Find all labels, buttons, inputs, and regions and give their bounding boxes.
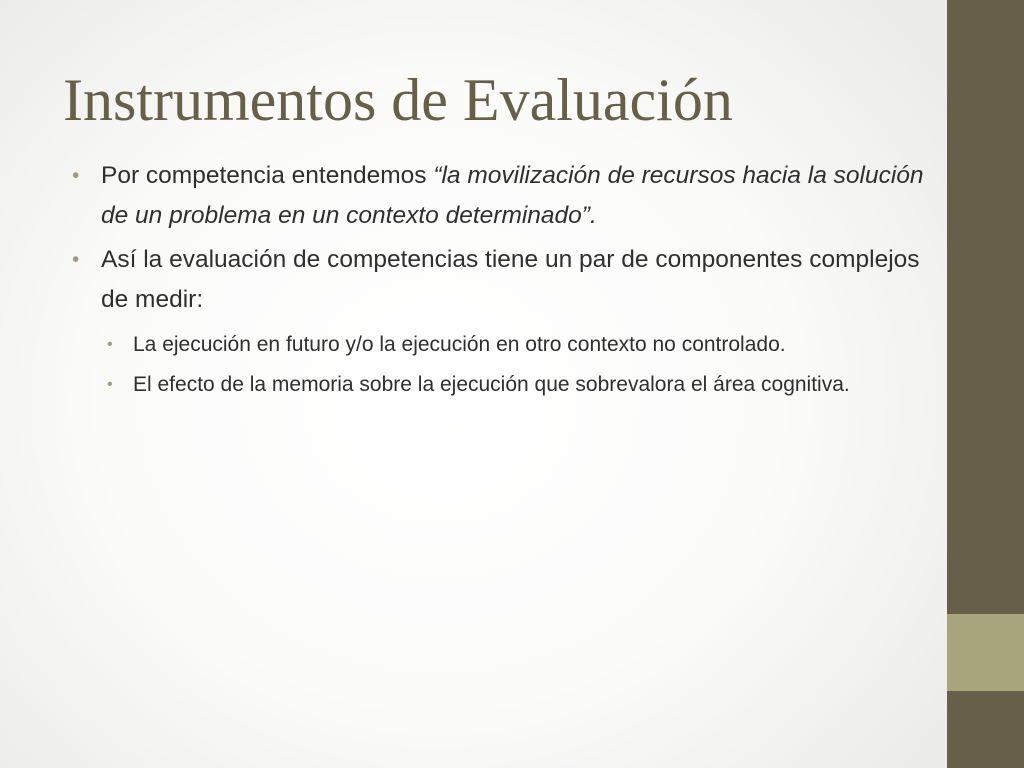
sub-bullet-marker: • [107,376,113,393]
bullet-text-plain: Por competencia entendemos [101,162,434,189]
sub-bullet-item [104,329,950,360]
bullet-marker: • [72,164,80,187]
sub-bullet-marker: • [107,336,113,353]
decorative-sidebar [947,0,1024,768]
slide-content [70,156,950,400]
bullet-text: Así la evaluación de competencias tiene un par de componentes complejos de medir: [101,246,920,313]
sidebar-dark-segment [947,0,1024,614]
sidebar-dark-segment-bottom [947,691,1024,768]
bullet-text-quote: “la movilización de recursos hacia la solución de un problema en un contexto determinado”. [101,162,924,229]
sub-bullet-item [104,369,950,400]
sub-bullet-text: El efecto de la memoria sobre la ejecución que sobrevalora el área cognitiva. [133,373,850,396]
bullet-item [70,156,950,236]
sidebar-light-segment [947,614,1024,691]
slide-title: Instrumentos de Evaluación [63,67,733,133]
bullet-item [70,240,950,320]
sub-bullet-text: La ejecución en futuro y/o la ejecución en otro contexto no controlado. [133,333,786,356]
bullet-marker: • [72,248,80,271]
